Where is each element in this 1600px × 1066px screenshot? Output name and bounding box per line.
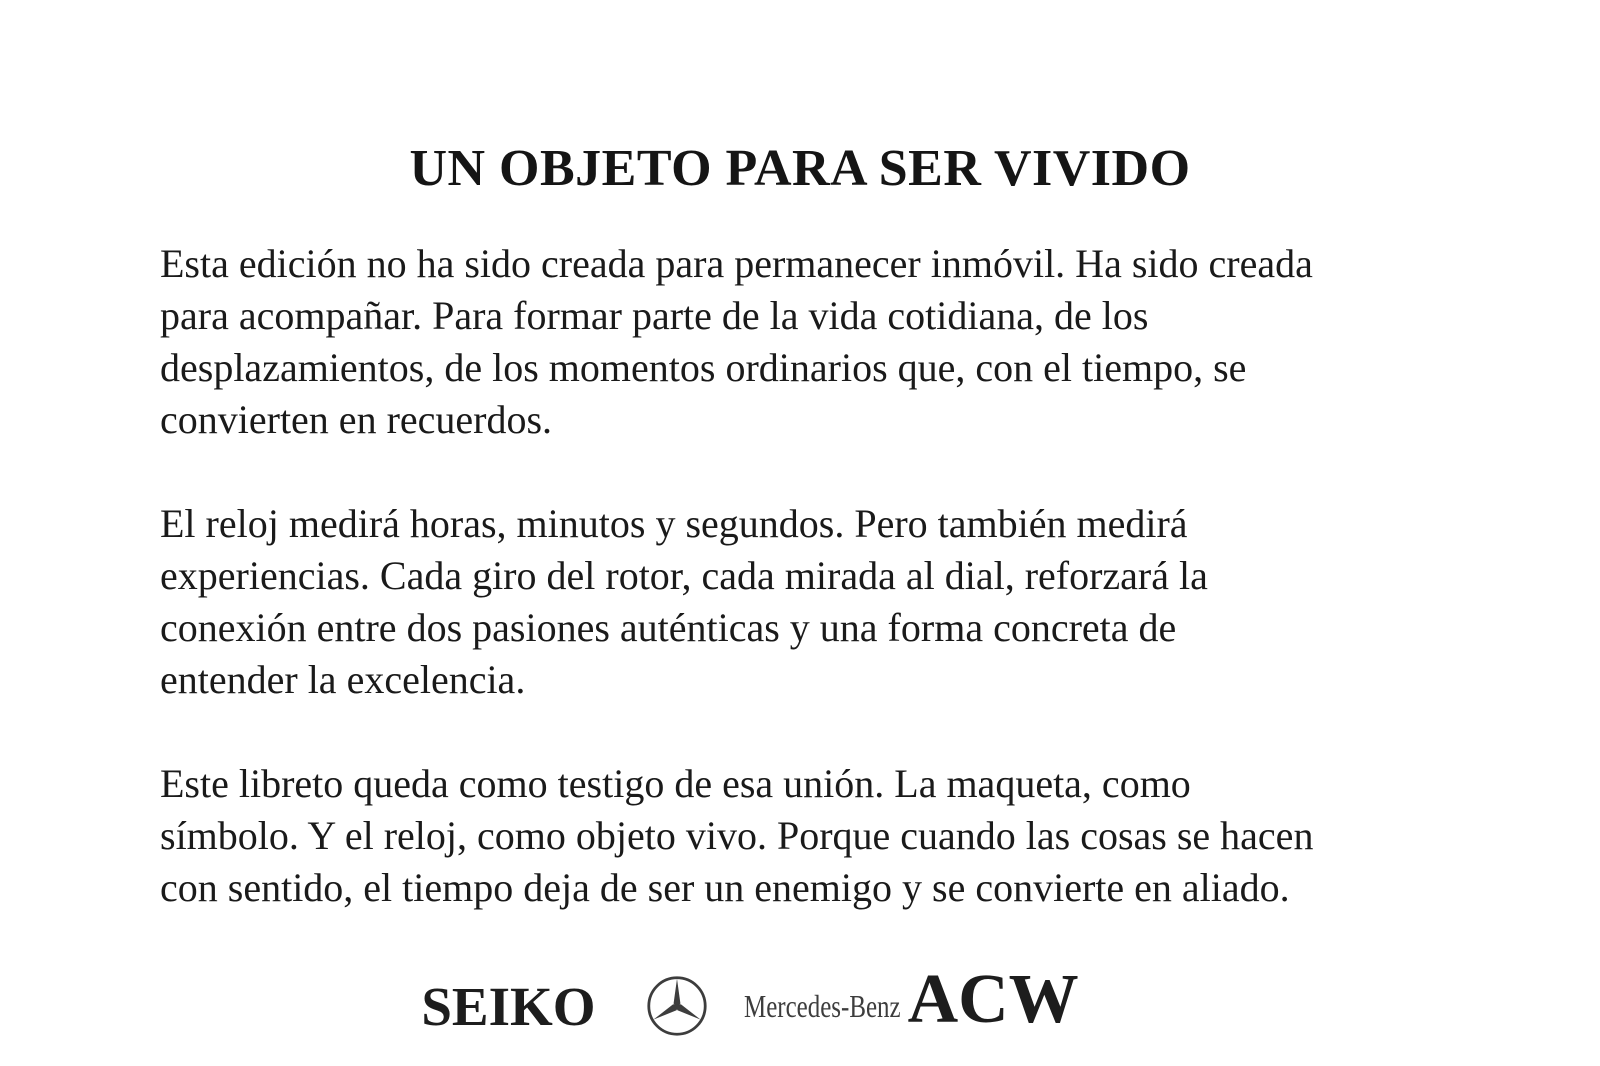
paragraph-line: para acompañar. Para formar parte de la vida cotidiana, de los: [160, 293, 1149, 338]
body-text: [160, 238, 1442, 914]
paragraph-line: conexión entre dos pasiones auténticas y una forma concreta de: [160, 605, 1177, 650]
paragraph-3: [160, 758, 1442, 914]
paragraph-line: con sentido, el tiempo deja de ser un enemigo y se convierte en aliado.: [160, 865, 1290, 910]
paragraph-line: símbolo. Y el reloj, como objeto vivo. Porque cuando las cosas se hacen: [160, 813, 1314, 858]
paragraph-line: entender la excelencia.: [160, 657, 526, 702]
mercedes-star-icon: [646, 975, 708, 1037]
paragraph-line: Este libreto queda como testigo de esa unión. La maqueta, como: [160, 761, 1191, 806]
paragraph-line: desplazamientos, de los momentos ordinarios que, con el tiempo, se: [160, 345, 1247, 390]
paragraph-line: experiencias. Cada giro del rotor, cada mirada al dial, reforzará la: [160, 553, 1208, 598]
seiko-logo: SEIKO: [421, 975, 596, 1037]
paragraph-line: Esta edición no ha sido creada para permanecer inmóvil. Ha sido creada: [160, 241, 1313, 286]
page-title: UN OBJETO PARA SER VIVIDO: [409, 140, 1191, 197]
paragraph-line: convierten en recuerdos.: [160, 397, 553, 442]
brand-logos-row: [0, 961, 1600, 1041]
acw-logo: ACW: [907, 961, 1079, 1038]
mercedes-benz-wordmark: Mercedes-Benz: [743, 988, 901, 1024]
paragraph-1: [160, 238, 1442, 446]
paragraph-2: [160, 498, 1442, 706]
paragraph-line: El reloj medirá horas, minutos y segundos. Pero también medirá: [160, 501, 1188, 546]
